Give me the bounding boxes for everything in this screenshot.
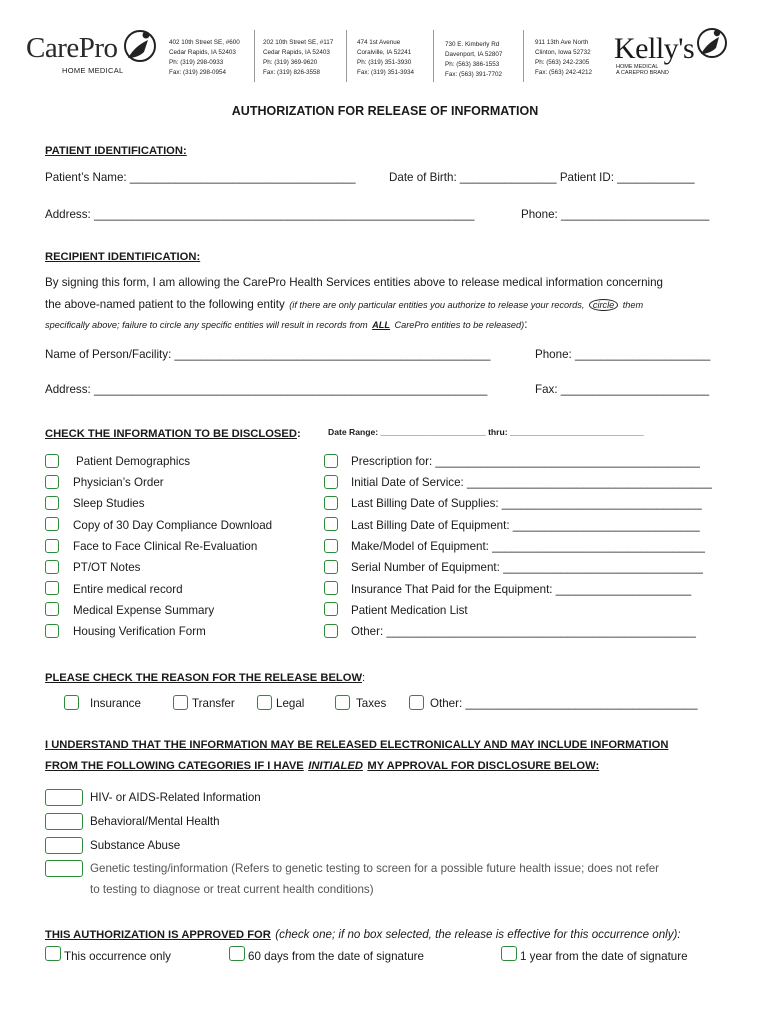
- checkbox-billing-equipment[interactable]: [324, 517, 338, 531]
- recipient-paragraph-1: By signing this form, I am allowing the CarePro Health Services entities above to release medical information concerning: [45, 276, 663, 289]
- carepro-logo-sub: HOME MEDICAL: [62, 66, 124, 75]
- label-this-occurrence: This occurrence only: [64, 950, 171, 963]
- label-prescription: Prescription for: _________________________________________: [351, 455, 700, 468]
- checkbox-housing-verification[interactable]: [45, 624, 59, 638]
- label-initial-date: Initial Date of Service: ______________________________________: [351, 476, 713, 489]
- checkbox-insurance[interactable]: [64, 695, 79, 710]
- kellys-logo-sub: HOME MEDICAL A CAREPRO BRAND: [616, 64, 669, 76]
- checkbox-insurance-paid[interactable]: [324, 581, 338, 595]
- label-insurance-paid: Insurance That Paid for the Equipment: _____________________: [351, 583, 692, 596]
- recipient-phone-field[interactable]: Phone: _____________________: [535, 348, 711, 361]
- recipient-fax-field[interactable]: Fax: _______________________: [535, 383, 710, 396]
- label-1-year: 1 year from the date of signature: [520, 950, 688, 963]
- checkbox-make-model[interactable]: [324, 539, 338, 553]
- reason-heading: PLEASE CHECK THE REASON FOR THE RELEASE BELOW:: [45, 672, 366, 684]
- patient-address-field[interactable]: Address: ___________________________________________________________: [45, 208, 475, 221]
- checkbox-other-info[interactable]: [324, 624, 338, 638]
- divider: [523, 30, 524, 82]
- checkbox-physicians-order[interactable]: [45, 475, 59, 489]
- initial-box-behavioral[interactable]: [45, 813, 83, 830]
- label-patient-demographics: Patient Demographics: [76, 455, 191, 468]
- label-genetic-line1: Genetic testing/information (Refers to genetic testing to screen for a possible future health issue; does not refer: [90, 862, 660, 875]
- initial-box-substance[interactable]: [45, 837, 83, 854]
- checkbox-this-occurrence[interactable]: [45, 946, 61, 961]
- patient-name-field[interactable]: Patient’s Name: ___________________________________: [45, 171, 356, 184]
- carepro-logo-name: CarePro: [26, 32, 118, 64]
- initial-box-hiv[interactable]: [45, 789, 83, 806]
- label-billing-supplies: Last Billing Date of Supplies: _______________________________: [351, 497, 702, 510]
- checkbox-taxes[interactable]: [335, 695, 350, 710]
- recipient-name-field[interactable]: Name of Person/Facility: _________________________________________________: [45, 348, 491, 361]
- label-behavioral: Behavioral/Mental Health: [90, 815, 220, 828]
- initial-box-genetic[interactable]: [45, 860, 83, 877]
- label-other-reason: Other: ____________________________________: [430, 697, 698, 710]
- label-transfer: Transfer: [192, 697, 235, 710]
- label-physicians-order: Physician’s Order: [73, 476, 164, 489]
- label-medication-list: Patient Medication List: [351, 604, 468, 617]
- checkbox-pt-ot-notes[interactable]: [45, 560, 59, 574]
- carepro-figure-icon: [118, 26, 160, 66]
- label-pt-ot-notes: PT/OT Notes: [73, 561, 141, 574]
- checkbox-face-to-face[interactable]: [45, 539, 59, 553]
- kellys-figure-icon: [692, 24, 730, 62]
- checkbox-compliance-download[interactable]: [45, 517, 59, 531]
- form-title: AUTHORIZATION FOR RELEASE OF INFORMATION: [231, 104, 539, 118]
- recipient-address-field[interactable]: Address: _____________________________________________________________: [45, 383, 488, 396]
- checkbox-transfer[interactable]: [173, 695, 188, 710]
- checkbox-initial-date[interactable]: [324, 475, 338, 489]
- label-genetic-line2: to testing to diagnose or treat current health conditions): [90, 883, 374, 896]
- label-60-days: 60 days from the date of signature: [248, 950, 424, 963]
- location-4: 730 E. Kimberly Rd Davenport, IA 52807 Ph: (563) 386-1553 Fax: (563) 391-7702: [445, 41, 503, 78]
- label-serial-number: Serial Number of Equipment: _______________________________: [351, 561, 703, 574]
- label-entire-record: Entire medical record: [73, 583, 183, 596]
- label-taxes: Taxes: [356, 697, 387, 710]
- checkbox-1-year[interactable]: [501, 946, 517, 961]
- checkbox-serial-number[interactable]: [324, 560, 338, 574]
- circle-word: circle: [589, 299, 618, 311]
- location-5: 911 13th Ave North Clinton, Iowa 52732 Ph: (563) 242-2305 Fax: (563) 242-4212: [535, 39, 593, 76]
- checkbox-legal[interactable]: [257, 695, 272, 710]
- checkbox-entire-record[interactable]: [45, 581, 59, 595]
- checkbox-expense-summary[interactable]: [45, 602, 59, 616]
- dob-patient-id-field[interactable]: Date of Birth: _______________ Patient ID: ____________: [389, 171, 695, 184]
- label-substance: Substance Abuse: [90, 839, 181, 852]
- kellys-logo-name: Kelly's: [614, 32, 695, 65]
- checkbox-billing-supplies[interactable]: [324, 496, 338, 510]
- electronic-heading-line1: I UNDERSTAND THAT THE INFORMATION MAY BE RELEASED ELECTRONICALLY AND MAY INCLUDE INFORMATION: [45, 739, 669, 751]
- label-hiv: HIV- or AIDS-Related Information: [90, 791, 261, 804]
- recipient-heading: RECIPIENT IDENTIFICATION:: [45, 251, 201, 263]
- label-make-model: Make/Model of Equipment: _________________________________: [351, 540, 705, 553]
- date-range-field[interactable]: Date Range: ______________________ thru: ____________________________: [328, 427, 644, 437]
- carepro-logo: [26, 30, 156, 78]
- checkbox-patient-demographics[interactable]: [45, 454, 59, 468]
- recipient-paragraph-2: the above-named patient to the following entity (if there are only particular entities you authorize to release your records, circle them: [45, 298, 644, 311]
- label-other-info: Other: ________________________________________________: [351, 625, 696, 638]
- divider: [346, 30, 347, 82]
- approval-heading: THIS AUTHORIZATION IS APPROVED FOR (check one; if no box selected, the release is effective for this occurrence only):: [45, 928, 681, 941]
- checkbox-60-days[interactable]: [229, 946, 245, 961]
- label-face-to-face: Face to Face Clinical Re-Evaluation: [73, 540, 258, 553]
- label-housing-verification: Housing Verification Form: [73, 625, 206, 638]
- label-sleep-studies: Sleep Studies: [73, 497, 145, 510]
- patient-phone-field[interactable]: Phone: _______________________: [521, 208, 710, 221]
- label-expense-summary: Medical Expense Summary: [73, 604, 215, 617]
- divider: [254, 30, 255, 82]
- disclose-heading: CHECK THE INFORMATION TO BE DISCLOSED:: [45, 428, 301, 440]
- label-legal: Legal: [276, 697, 305, 710]
- checkbox-prescription[interactable]: [324, 454, 338, 468]
- label-billing-equipment: Last Billing Date of Equipment: _____________________________: [351, 519, 700, 532]
- location-3: 474 1st Avenue Coralville, IA 52241 Ph: (319) 351-3930 Fax: (319) 351-3934: [357, 39, 415, 76]
- kellys-logo: [614, 24, 734, 80]
- location-1: 402 10th Street SE, #600 Cedar Rapids, IA 52403 Ph: (319) 298-0933 Fax: (319) 298-0954: [169, 39, 240, 76]
- checkbox-sleep-studies[interactable]: [45, 496, 59, 510]
- recipient-paragraph-3: specifically above; failure to circle any specific entities will result in records from ALL CarePro entities to be released):: [45, 318, 528, 331]
- checkbox-medication-list[interactable]: [324, 602, 338, 616]
- checkbox-other-reason[interactable]: [409, 695, 424, 710]
- electronic-heading-line2: FROM THE FOLLOWING CATEGORIES IF I HAVE INITIALED MY APPROVAL FOR DISCLOSURE BELOW:: [45, 760, 600, 772]
- location-2: 202 10th Street SE, #117 Cedar Rapids, IA 52403 Ph: (319) 369-9620 Fax: (319) 826-3558: [263, 39, 334, 76]
- label-compliance-download: Copy of 30 Day Compliance Download: [73, 519, 273, 532]
- label-insurance: Insurance: [90, 697, 141, 710]
- divider: [433, 30, 434, 82]
- patient-heading: PATIENT IDENTIFICATION:: [45, 145, 187, 157]
